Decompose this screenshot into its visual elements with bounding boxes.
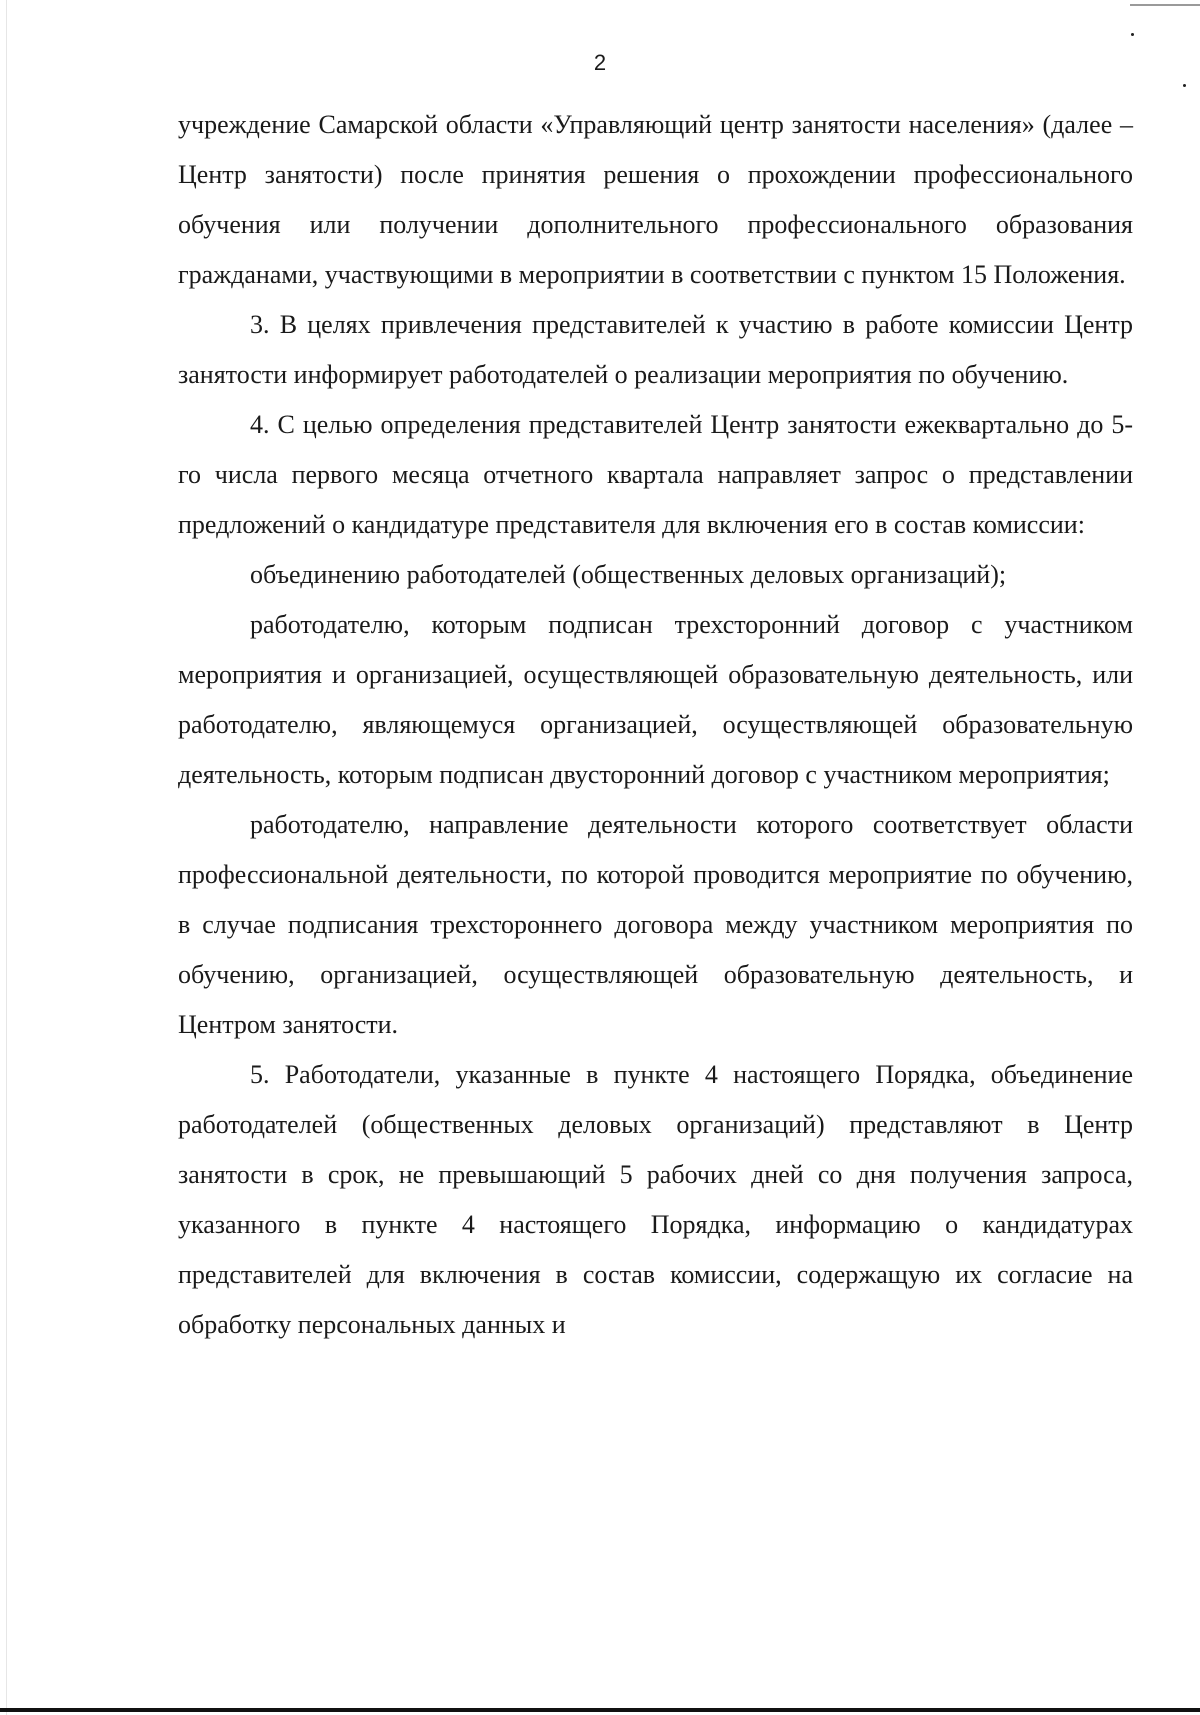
page-number: 2 xyxy=(593,50,607,75)
paragraph-item-4: 4. С целью определения представителей Центр занятости ежеквартально до 5-го числа первого месяца отчетного квартала направляет запрос о представлении предложений о кандидатуре представителя для включения его в состав комиссии: xyxy=(178,410,1133,539)
scan-top-mark xyxy=(1130,4,1200,6)
scan-speck xyxy=(1131,33,1134,36)
scan-margin-line xyxy=(6,0,7,1715)
paragraph-item-5: 5. Работодатели, указанные в пункте 4 настоящего Порядка, объединение работодателей (общественных деловых организаций) представляют в Центр занятости в срок, не превышающий 5 рабочих дней со дня получения запроса, указанного в пункте 4 настоящего Порядка, информацию о кандидатурах представителей для включения в состав комиссии, содержащую их согласие на обработку персональных данных и xyxy=(178,1060,1133,1339)
paragraph-recipient-employer-contract: работодателю, которым подписан трехсторонний договор с участником мероприятия и организацией, осуществляющей образовательную деятельность, или работодателю, являющемуся организацией, осуществляющей образовательную деятельность, которым подписан двусторонний договор с участником мероприятия; xyxy=(178,610,1133,789)
paragraph-continuation: учреждение Самарской области «Управляющий центр занятости населения» (далее – Центр занятости) после принятия решения о прохождении профессионального обучения или получении дополнительного профессионального образования гражданами, участвующими в мероприятии в соответствии с пунктом 15 Положения. xyxy=(178,110,1133,289)
scan-bottom-edge xyxy=(0,1708,1200,1712)
document-body xyxy=(178,100,1133,1350)
paragraph-recipient-employer-field: работодателю, направление деятельности которого соответствует области профессиональной деятельности, по которой проводится мероприятие по обучению, в случае подписания трехстороннего договора между участником мероприятия по обучению, организацией, осуществляющей образовательную деятельность, и Центром занятости. xyxy=(178,810,1133,1039)
paragraph-item-3: 3. В целях привлечения представителей к участию в работе комиссии Центр занятости информирует работодателей о реализации мероприятия по обучению. xyxy=(178,310,1133,389)
scan-speck xyxy=(1183,84,1186,87)
paragraph-recipient-association: объединению работодателей (общественных деловых организаций); xyxy=(250,560,1007,589)
